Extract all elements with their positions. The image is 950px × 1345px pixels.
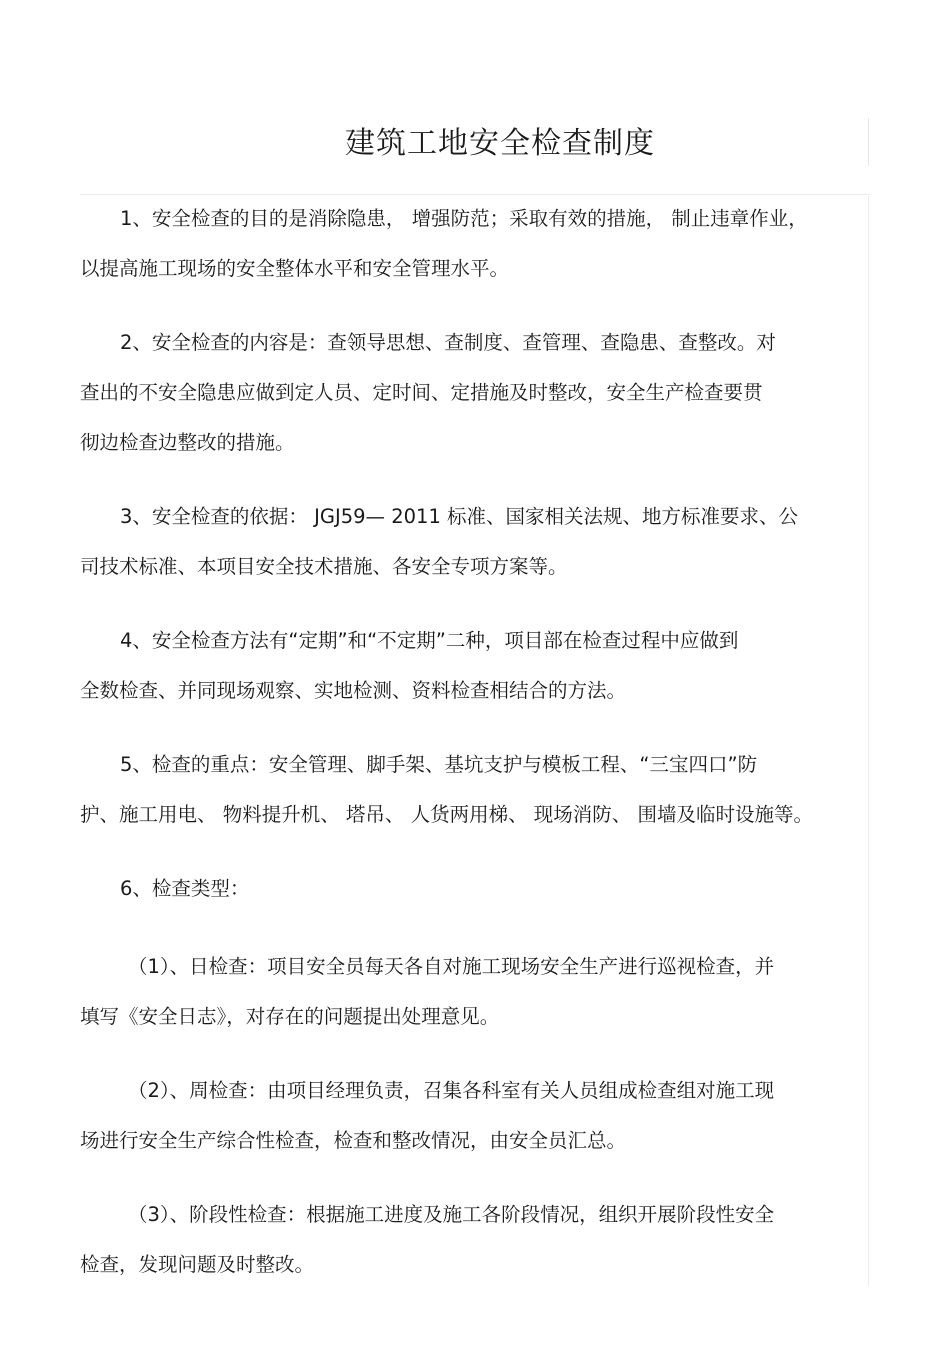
document-title: 建筑工地安全检查制度 — [345, 126, 655, 161]
paragraph-7-line-2: 填写《安全日志》，对存在的问题提出处理意见。 — [80, 1005, 500, 1028]
paragraph-4-line-2: 全数检查、并同现场观察、实地检测、资料检查相结合的方法。 — [80, 679, 627, 702]
paragraph-9-line-1: （3）、阶段性检查：根据施工进度及施工各阶段情况，组织开展阶段性安全 — [128, 1203, 775, 1226]
paragraph-3-line-2: 司技术标准、本项目安全技术措施、各安全专项方案等。 — [80, 555, 568, 578]
paragraph-3-line-1: 3、安全检查的依据： JGJ59— 2011 标准、国家相关法规、地方标准要求、公 — [120, 505, 799, 528]
paragraph-5-line-2: 护、施工用电、 物料提升机、 塔吊、 人货两用梯、 现场消防、 围墙及临时设施等。 — [80, 803, 813, 826]
paragraph-2-line-3: 彻边检查边整改的措施。 — [80, 431, 295, 454]
header-divider — [80, 194, 870, 195]
paragraph-7-line-1: （1）、日检查：项目安全员每天各自对施工现场安全生产进行巡视检查，并 — [128, 955, 775, 978]
paragraph-8-line-2: 场进行安全生产综合性检查，检查和整改情况，由安全员汇总。 — [80, 1129, 627, 1152]
paragraph-2-line-1: 2、安全检查的内容是：查领导思想、查制度、查管理、查隐患、查整改。对 — [120, 331, 776, 354]
paragraph-1-line-1: 1、安全检查的目的是消除隐患， 增强防范；采取有效的措施， 制止违章作业， — [120, 207, 808, 230]
paragraph-2-line-2: 查出的不安全隐患应做到定人员、定时间、定措施及时整改，安全生产检查要贯 — [80, 381, 763, 404]
paragraph-8-line-1: （2）、周检查：由项目经理负责，召集各科室有关人员组成检查组对施工现 — [128, 1079, 775, 1102]
paragraph-4-line-1: 4、安全检查方法有“定期”和“不定期”二种，项目部在检查过程中应做到 — [120, 629, 739, 652]
paragraph-1-line-2: 以提高施工现场的安全整体水平和安全管理水平。 — [80, 257, 510, 280]
paragraph-9-line-2: 检查，发现问题及时整改。 — [80, 1253, 315, 1276]
right-margin-rule-top — [868, 118, 869, 166]
paragraph-5-line-1: 5、检查的重点：安全管理、脚手架、基坑支护与模板工程、“三宝四口”防 — [120, 753, 758, 776]
paragraph-6-line-1: 6、检查类型： — [120, 877, 250, 900]
right-margin-rule — [868, 196, 869, 1286]
